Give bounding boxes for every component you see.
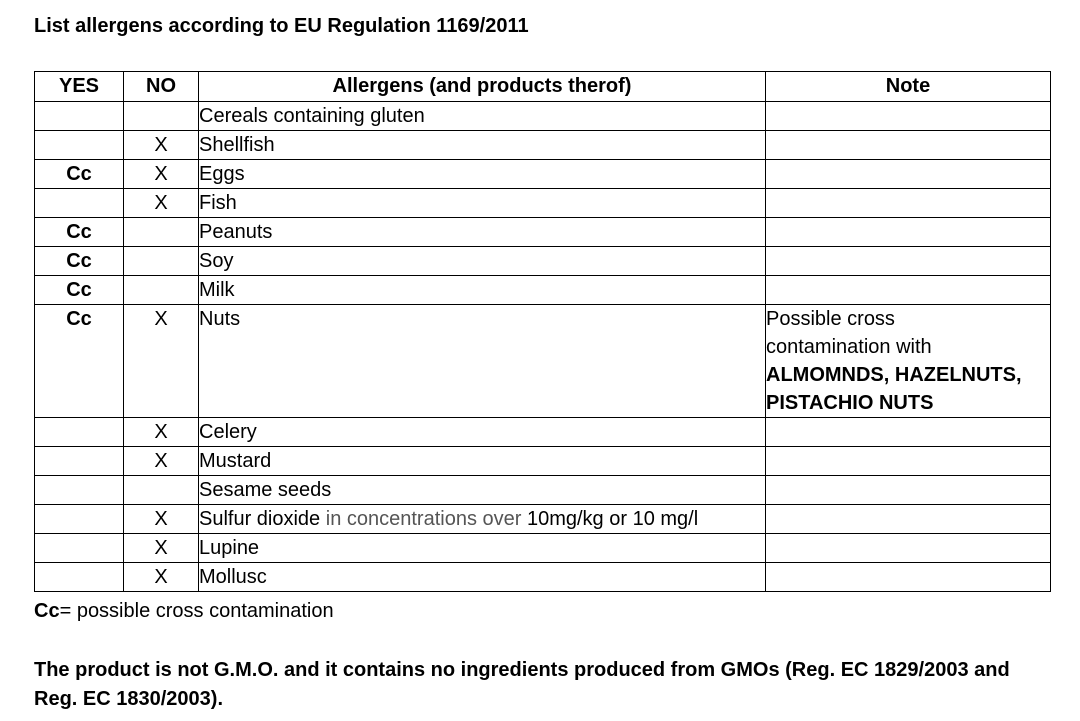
header-yes: YES	[35, 72, 124, 102]
yes-cell: Cc	[35, 305, 124, 418]
table-row	[35, 189, 1051, 218]
table-row-nuts	[35, 305, 1051, 418]
yes-cell: Cc	[35, 247, 124, 276]
table-row	[35, 418, 1051, 447]
allergen-qualifier: in concentrations over	[320, 508, 527, 530]
cc-legend	[34, 600, 334, 623]
note-cell	[766, 418, 1051, 447]
note-line-bold: PISTACHIO NUTS	[766, 392, 934, 414]
note-line: Possible cross	[766, 308, 895, 330]
table-row	[35, 102, 1051, 131]
allergen-cell: Peanuts	[199, 218, 766, 247]
no-cell: X	[124, 131, 199, 160]
yes-cell	[35, 418, 124, 447]
table-row	[35, 534, 1051, 563]
table-header-row	[35, 72, 1051, 102]
allergen-cell	[199, 505, 766, 534]
note-cell	[766, 160, 1051, 189]
yes-cell: Cc	[35, 276, 124, 305]
note-cell	[766, 247, 1051, 276]
allergen-cell: Nuts	[199, 305, 766, 418]
allergen-cell: Mollusc	[199, 563, 766, 592]
no-cell: X	[124, 305, 199, 418]
header-no: NO	[124, 72, 199, 102]
table-row	[35, 563, 1051, 592]
table-row	[35, 247, 1051, 276]
no-cell	[124, 247, 199, 276]
note-cell	[766, 563, 1051, 592]
table-row	[35, 476, 1051, 505]
note-cell	[766, 534, 1051, 563]
note-cell	[766, 218, 1051, 247]
nuts-note-cell	[766, 305, 1051, 418]
no-cell	[124, 276, 199, 305]
no-cell: X	[124, 447, 199, 476]
allergen-name: Sulfur dioxide	[199, 508, 321, 530]
legend-key: Cc	[34, 600, 60, 622]
yes-cell: Cc	[35, 160, 124, 189]
no-cell	[124, 218, 199, 247]
table-row	[35, 160, 1051, 189]
allergen-cell: Milk	[199, 276, 766, 305]
gmo-statement: The product is not G.M.O. and it contains no ingredients produced from GMOs (Reg. EC 1829/2003 and Reg. EC 1830/2003).	[34, 659, 1010, 710]
allergen-cell: Fish	[199, 189, 766, 218]
no-cell: X	[124, 563, 199, 592]
table-row	[35, 218, 1051, 247]
allergen-table	[34, 71, 1051, 592]
note-cell	[766, 476, 1051, 505]
yes-cell	[35, 102, 124, 131]
note-line: contamination with	[766, 336, 932, 358]
allergen-limit: 10mg/kg or 10 mg/l	[526, 508, 699, 530]
note-line-bold: ALMOMNDS, HAZELNUTS,	[766, 364, 1022, 386]
allergen-cell: Cereals containing gluten	[199, 102, 766, 131]
legend-text: = possible cross contamination	[59, 600, 334, 622]
allergen-cell: Soy	[199, 247, 766, 276]
yes-cell	[35, 189, 124, 218]
allergen-cell: Mustard	[199, 447, 766, 476]
note-cell	[766, 276, 1051, 305]
allergen-cell: Celery	[199, 418, 766, 447]
no-cell: X	[124, 160, 199, 189]
no-cell	[124, 476, 199, 505]
no-cell: X	[124, 418, 199, 447]
note-cell	[766, 505, 1051, 534]
yes-cell	[35, 534, 124, 563]
yes-cell	[35, 505, 124, 534]
yes-cell	[35, 563, 124, 592]
allergen-cell: Sesame seeds	[199, 476, 766, 505]
allergen-cell: Eggs	[199, 160, 766, 189]
header-note: Note	[766, 72, 1051, 102]
no-cell: X	[124, 505, 199, 534]
table-row	[35, 131, 1051, 160]
no-cell	[124, 102, 199, 131]
note-cell	[766, 131, 1051, 160]
document-title: List allergens according to EU Regulation 1169/2011	[34, 15, 529, 37]
note-cell	[766, 447, 1051, 476]
no-cell: X	[124, 534, 199, 563]
yes-cell	[35, 476, 124, 505]
yes-cell: Cc	[35, 218, 124, 247]
allergen-cell: Lupine	[199, 534, 766, 563]
note-cell	[766, 102, 1051, 131]
note-cell	[766, 189, 1051, 218]
table-row	[35, 447, 1051, 476]
table-row	[35, 276, 1051, 305]
table-row	[35, 505, 1051, 534]
yes-cell	[35, 131, 124, 160]
no-cell: X	[124, 189, 199, 218]
yes-cell	[35, 447, 124, 476]
allergen-cell: Shellfish	[199, 131, 766, 160]
header-allergens: Allergens (and products therof)	[199, 72, 766, 102]
